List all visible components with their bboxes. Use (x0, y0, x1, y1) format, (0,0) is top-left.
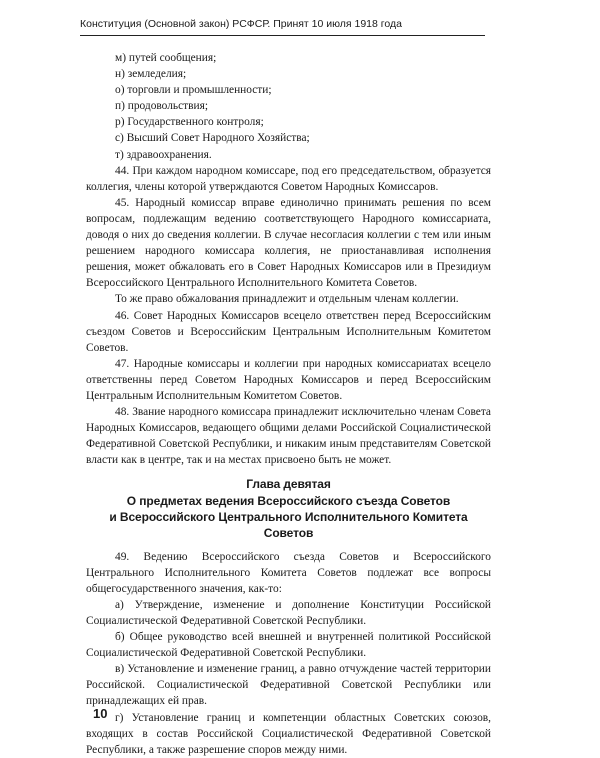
article-45-note: То же право обжалования принадлежит и отдельным членам коллегии. (115, 293, 459, 306)
list-item: т) здравоохранения. (115, 148, 212, 161)
chapter-heading (86, 476, 491, 541)
article-49-item-v: в) Установление и изменение границ, а равно отчуждение частей территории Российской. Социалистической Федеративной Советской Республики или принадлежащих ей прав. (86, 663, 491, 708)
list-item: р) Государственного контроля; (115, 116, 264, 129)
page-number: 10 (93, 706, 108, 721)
article-44: 44. При каждом народном комиссаре, под его председательством, образуется коллегия, члены которой утверждаются Советом Народных Комиссаров. (86, 164, 491, 193)
page-body (86, 50, 491, 758)
article-49-item-b: б) Общее руководство всей внешней и внутренней политикой Российской Социалистической Федеративной Советской Республики. (86, 631, 491, 660)
list-item: с) Высший Совет Народного Хозяйства; (115, 132, 310, 145)
chapter-title-line-1: О предметах ведения Всероссийского съезда Советов (126, 493, 451, 508)
article-47: 47. Народные комиссары и коллегии при народных комиссариатах всецело ответственны перед Советом Народных Комиссаров и перед Всероссийским Центральным Исполнительным Комитетом Советов. (86, 357, 491, 402)
list-item: п) продовольствия; (115, 100, 209, 113)
list-item: н) земледелия; (115, 68, 187, 81)
article-46: 46. Совет Народных Комиссаров всецело ответствен перед Всероссийским съездом Советов и Всероссийским Центральным Исполнительным Комитетом Советов. (86, 309, 491, 354)
article-49: 49. Ведению Всероссийского съезда Советов и Всероссийского Центрального Исполнительного Комитета Советов подлежат все вопросы общегосударственного значения, как-то: (86, 550, 491, 595)
running-title: Конституция (Основной закон) РСФСР. Принят 10 июля 1918 года (80, 18, 402, 30)
article-45: 45. Народный комиссар вправе единолично принимать решения по всем вопросам, подлежащим ведению соответствующего Народного комиссариата, доводя о них до сведения коллегии. В случае несогласия коллегии с тем или иным решением народного комиссара коллегия, не приостанавливая исполнения решения, может обжаловать его в Совет Народных Комиссаров или в Президиум Всероссийского Центрального Исполнительного Комитета Советов. (86, 196, 491, 290)
chapter-number: Глава девятая (246, 477, 331, 492)
article-48: 48. Звание народного комиссара принадлежит исключительно членам Совета Народных Комиссаров, ведающего общими делами Российской Социалистической Федеративной Советской Республики, и никаким иным представителям Советской власти как в центре, так и на местах присвоено быть не может. (86, 406, 491, 467)
header-rule (80, 35, 485, 36)
article-49-item-g: г) Установление границ и компетенции областных Советских союзов, входящих в состав Российской Социалистической Федеративной Советской Республики, а также разрешение споров между ними. (86, 711, 491, 756)
list-item: м) путей сообщения; (115, 52, 217, 64)
chapter-title-line-2: и Всероссийского Центрального Исполнительного Комитета Советов (109, 510, 468, 541)
list-item: о) торговли и промышленности; (115, 84, 272, 97)
article-49-item-a: а) Утверждение, изменение и дополнение Конституции Российской Социалистической Федеративной Советской Республики. (86, 598, 491, 627)
